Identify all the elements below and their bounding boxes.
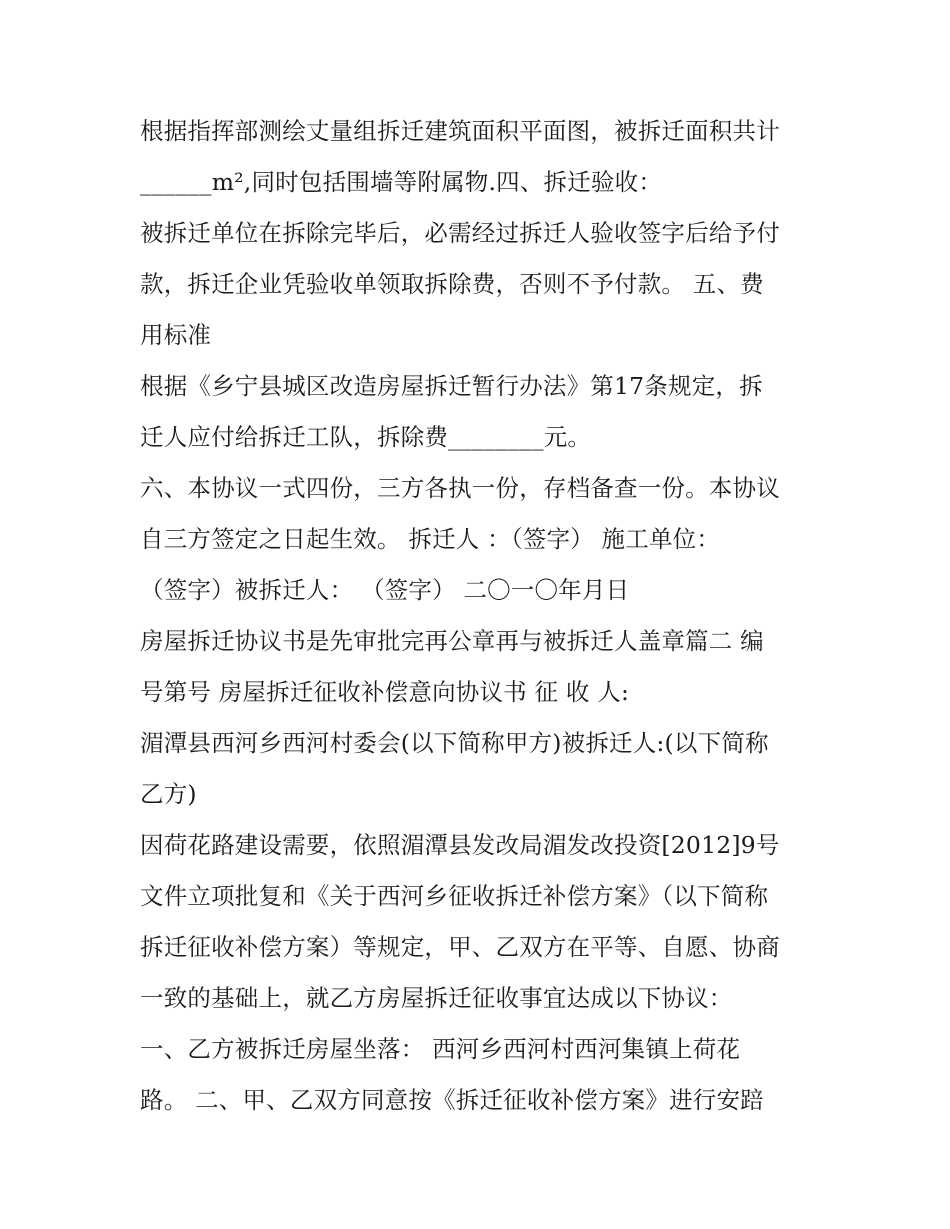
text-line: 房屋拆迁协议书是先审批完再公章再与被拆迁人盖章篇二 编: [140, 627, 764, 655]
text-line: 乙方): [140, 780, 197, 808]
text-line: 用标准: [140, 321, 212, 349]
text-line: 因荷花路建设需要，依照湄潭县发改局湄发改投资[2012]9号: [140, 831, 780, 859]
text-line: 一、乙方被拆迁房屋坐落： 西河乡西河村西河集镇上荷花: [140, 1035, 741, 1063]
text-line: ______m²,同时包括围墙等附属物.四、拆迁验收：: [140, 168, 663, 196]
text-line: 文件立项批复和《关于西河乡征收拆迁补偿方案》（以下简称: [140, 882, 769, 910]
text-line: 款，拆迁企业凭验收单领取拆除费，否则不予付款。 五、费: [140, 270, 764, 298]
text-line: 路。 二、甲、乙双方同意按《拆迁征收补偿方案》进行安踣: [140, 1086, 764, 1114]
text-line: 号第号 房屋拆迁征收补偿意向协议书 征 收 人:: [140, 678, 630, 706]
document-body: [140, 106, 830, 1126]
text-line: 迁人应付给拆迁工队，拆除费________元。: [140, 423, 592, 451]
text-line: 拆迁征收补偿方案）等规定，甲、乙双方在平等、自愿、协商: [140, 933, 780, 961]
text-line: 根据《乡宁县城区改造房屋拆迁暂行办法》第17条规定，拆: [140, 372, 763, 400]
text-line: （签字）被拆迁人： （签字） 二〇一〇年月日: [140, 576, 630, 604]
text-line: 被拆迁单位在拆除完毕后，必需经过拆迁人验收签字后给予付: [140, 219, 780, 247]
text-line: 一致的基础上，就乙方房屋拆迁征收事宜达成以下协议：: [140, 984, 733, 1012]
text-line: 六、本协议一式四份，三方各执一份，存档备查一份。本协议: [140, 474, 780, 502]
text-line: 湄潭县西河乡西河村委会(以下简称甲方)被拆迁人:(以下简称: [140, 729, 769, 757]
text-line: 根据指挥部测绘丈量组拆迁建筑面积平面图，被拆迁面积共计: [140, 117, 780, 145]
text-line: 自三方签定之日起生效。 拆迁人 ：（签字） 施工单位：: [140, 525, 721, 553]
